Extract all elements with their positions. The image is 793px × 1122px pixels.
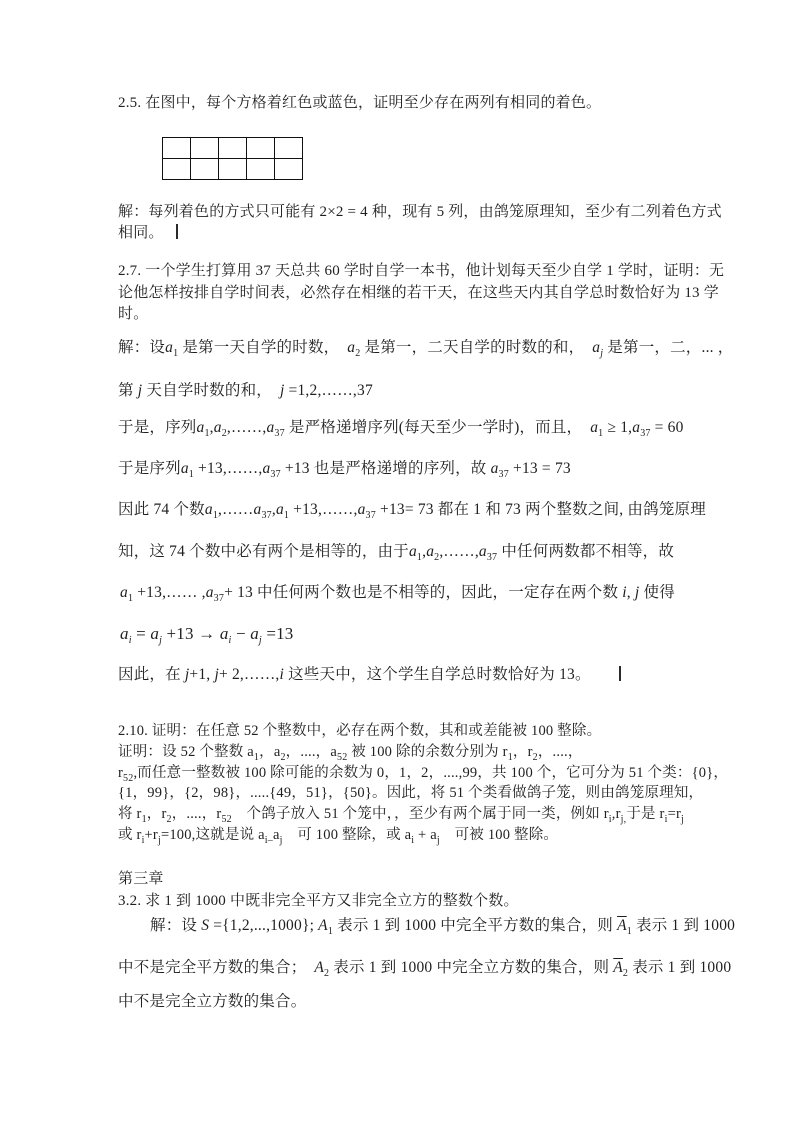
text-segment: j <box>279 382 285 399</box>
text-segment: $\overline{A}$ <box>617 917 627 934</box>
text-segment: a <box>590 419 599 436</box>
text-segment: a <box>262 460 271 477</box>
grid-cell <box>247 159 275 180</box>
text-segment: a <box>347 339 356 356</box>
text-segment: 37 <box>261 510 272 521</box>
text-segment: a <box>205 584 214 601</box>
text-segment: 1 <box>188 469 194 480</box>
problem-2-7-statement <box>118 261 724 326</box>
text-line: 证明：设 52 个整数 $a_1$，$a_2$，....，$a_{52}$ 被 100 除的余数分别为 $r_1$，$r_2$，....， <box>118 743 583 763</box>
text-segment: j <box>184 666 190 683</box>
solution-3-2-line-2: 中不是完全平方数的集合； $A_2$ 表示 1 到 1000 中完全立方数的集合，则 $\overline{A}_2$ 表示 1 到 1000 <box>118 959 732 979</box>
text-segment: 1 <box>253 751 260 763</box>
caret-mark <box>619 666 621 681</box>
solution-3-2-line-3: 中不是完全立方数的集合。 <box>118 993 307 1010</box>
grid-row <box>163 159 303 180</box>
solution-2-7-equation-line-2: 于是序列$a_1$ $+13,\dots\dots,a_{37} +13$ 也是严格递增的序列，故 $a_{37} +13 = 73$ <box>118 460 571 480</box>
text-segment: 1 <box>507 751 513 763</box>
text-segment: a <box>266 419 275 436</box>
text-segment: j <box>600 348 604 359</box>
text-line: 将 $r_1$，$r_2$，....，$r_{52}$ 个鸽子放入 51 个笼中，，至少有两个属于同一类，例如 $r_i,r_{j,}$于是 $r_i=r_j$ <box>118 806 684 826</box>
text-segment: 1 <box>127 593 134 604</box>
text-segment: S <box>201 917 210 934</box>
grid-cell <box>219 138 247 159</box>
text-segment: a <box>632 419 641 436</box>
text-segment: j <box>680 814 684 826</box>
text-segment: 2 <box>355 348 361 359</box>
solution-3-2-line-1: 解：设 S ={1,2,...,1000}; $A_1$ 表示 1 到 1000 中完全平方数的集合，则 $\overline{A}_1$ 表示 1 到 1000 <box>150 917 736 937</box>
text-segment: j <box>258 635 262 646</box>
grid-cell <box>163 159 191 180</box>
solution-2-7-setup-line-2: 第 j 天自学时数的和， j =1,2,……,37 <box>118 382 373 399</box>
text-segment: i <box>228 635 232 646</box>
grid-cell <box>247 138 275 159</box>
text-line: 或 $r_i+r_j=100$,这就是说 $a_{i-}a_j$ 可 100 整除，或 $a_i + a_j$ 可被 100 整除。 <box>118 826 559 846</box>
text-segment: 2 <box>622 968 629 979</box>
text-segment: a <box>150 624 160 643</box>
text-segment: a <box>426 543 435 560</box>
text-segment: 37 <box>365 510 376 521</box>
text-segment: a <box>204 501 213 518</box>
text-segment: a <box>478 543 487 560</box>
problem-3-2-statement: 3.2. 求 1 到 1000 中既非完全平方又非完全立方的整数个数。 <box>118 893 519 909</box>
text-segment: 1 <box>626 926 632 937</box>
text-segment: 1 <box>327 926 334 937</box>
text-segment: j <box>279 834 283 846</box>
text-segment: a <box>490 460 499 477</box>
text-segment: j, <box>620 814 627 826</box>
solution-2-7-equation-line-5: $a_1$ +13,…… $,a_{37}+ 13$ 中任何两个数也是不相等的，因此，一定存在两个数 i, j 使得 <box>120 584 675 604</box>
text-segment: a <box>253 501 262 518</box>
text-segment: 1 <box>212 510 219 521</box>
text-segment: j <box>634 584 640 601</box>
text-line: 时。 <box>118 306 149 323</box>
text-segment: a <box>120 584 128 601</box>
text-segment: 1 <box>204 428 210 439</box>
text-segment: a <box>120 624 129 643</box>
solution-2-7-equation-line-1: 于是，序列$a_1,a_2,\dots\dots,a_{37}$ 是严格递增序列(每天至少一学时)，而且， $a_1 \ge 1,a_{37} = 60$ <box>118 419 684 439</box>
text-segment: 37 <box>213 593 225 604</box>
problem-2-5-statement: 2.5. 在图中，每个方格着红色或蓝色，证明至少存在两列有相同的着色。 <box>118 95 602 111</box>
text-segment: i <box>664 814 668 826</box>
text-segment: a <box>357 501 366 518</box>
coloring-grid-figure <box>162 137 303 180</box>
text-line: 解：每列着色的方式只可能有 2×2 = 4 种，现有 5 列，由鸽笼原理知，至少有二列着色方式 <box>118 204 722 220</box>
solution-2-7-equation-line-3: 因此 74 个数$a_1,\dots\dots a_{37},a_1$ $+13,\dots\dots,a_{37} +13= 73$ 都在 1 和 73 两个整数之间, 由鸽笼原理 <box>118 501 706 521</box>
solution-2-7-key-equation: $a_i = a_j +13 \to a_i - a_j =13$ <box>120 624 294 646</box>
text-segment: 37 <box>486 552 498 563</box>
text-segment: 2 <box>166 814 172 826</box>
text-segment: 1 <box>283 510 290 521</box>
text-segment: i <box>141 834 145 846</box>
grid-cell <box>191 159 219 180</box>
coloring-grid-table <box>162 137 303 180</box>
text-line: $r_{52}$,而任意一整数被 100 除可能的余数为 0，1，2，....,99，共 100 个，它可分为 51 个类：{0}， <box>118 764 729 784</box>
text-segment: a <box>275 501 284 518</box>
text-segment: i <box>128 635 132 646</box>
grid-row <box>163 138 303 159</box>
text-segment: j <box>214 666 219 683</box>
text-segment: a <box>165 339 174 356</box>
text-segment: a <box>592 339 601 356</box>
text-segment: 2 <box>324 968 330 979</box>
text-segment: A <box>318 917 328 934</box>
solution-2-7-setup-line-1: 解：设$a_1$ 是第一天自学的时数， $a_2$ 是第一，二天自学的时数的和， $a_j$ 是第一，二，... ， <box>118 339 734 359</box>
text-segment: 1 <box>416 552 423 563</box>
text-segment: 1 <box>598 428 604 439</box>
text-line: {1，99}，{2，98}，.....{49，51}，{50}。因此，将 51 个类看做鸽子笼，则由鸽笼原理知， <box>118 785 704 802</box>
text-segment: i– <box>264 834 273 846</box>
text-line: 2.7. 一个学生打算用 37 天总共 60 学时自学一本书，他计划每天至少自学 1 学时，证明：无 <box>118 263 725 279</box>
grid-cell <box>275 138 303 159</box>
text-segment: a <box>196 419 205 436</box>
text-segment: a <box>213 419 222 436</box>
text-segment: i <box>279 666 285 683</box>
text-line: 相同。 <box>118 223 722 244</box>
text-segment: i <box>622 584 627 601</box>
caret-mark <box>176 224 178 239</box>
text-line: 论他怎样按排自学时间表，必然存在相继的若干天，在这些天内其自学总时数恰好为 13 学 <box>118 284 719 301</box>
text-segment: 52 <box>337 751 348 763</box>
text-segment: j <box>157 834 161 846</box>
grid-cell <box>163 138 191 159</box>
text-segment: 37 <box>640 428 651 439</box>
text-segment: j <box>436 834 440 846</box>
text-segment: a <box>250 624 259 643</box>
solution-2-7-equation-line-4: 知，这 74 个数中必有两个是相等的，由于$a_1,a_2,\dots\dots,a_{37}$ 中任何两数都不相等，故 <box>118 543 675 563</box>
text-segment: 37 <box>498 469 509 480</box>
text-segment: j <box>159 635 163 646</box>
text-segment: a <box>408 543 417 560</box>
text-segment: 2 <box>221 428 227 439</box>
text-segment: 2 <box>532 751 538 763</box>
grid-cell <box>275 159 303 180</box>
solution-2-5 <box>118 202 722 244</box>
text-segment: j <box>137 382 143 399</box>
grid-cell <box>219 159 247 180</box>
text-segment: a <box>180 460 189 477</box>
text-segment: A <box>314 959 325 976</box>
text-segment: 2 <box>280 751 286 763</box>
text-segment: a <box>219 624 229 643</box>
text-segment: i <box>411 834 415 846</box>
text-segment: 1 <box>173 348 179 359</box>
grid-cell <box>191 138 219 159</box>
text-segment: 37 <box>270 469 281 480</box>
solution-2-7-conclusion: 因此，在 j+1, j+ 2,……,i 这些天中，这个学生自学总时数恰好为 13。 <box>118 664 621 685</box>
text-segment: 52 <box>221 814 232 826</box>
text-line: 2.10. 证明：在任意 52 个整数中，必存在两个数，其和或差能被 100 整除。 <box>118 723 602 739</box>
text-segment: 1 <box>141 814 147 826</box>
text-segment: 37 <box>274 428 285 439</box>
chapter-3-heading: 第三章 <box>118 871 164 887</box>
text-segment: i <box>608 814 612 826</box>
text-segment: 52 <box>123 772 134 784</box>
text-segment: $\overline{A}$ <box>613 959 623 976</box>
text-segment: 2 <box>434 552 440 563</box>
problem-2-10-with-proof <box>118 721 728 846</box>
